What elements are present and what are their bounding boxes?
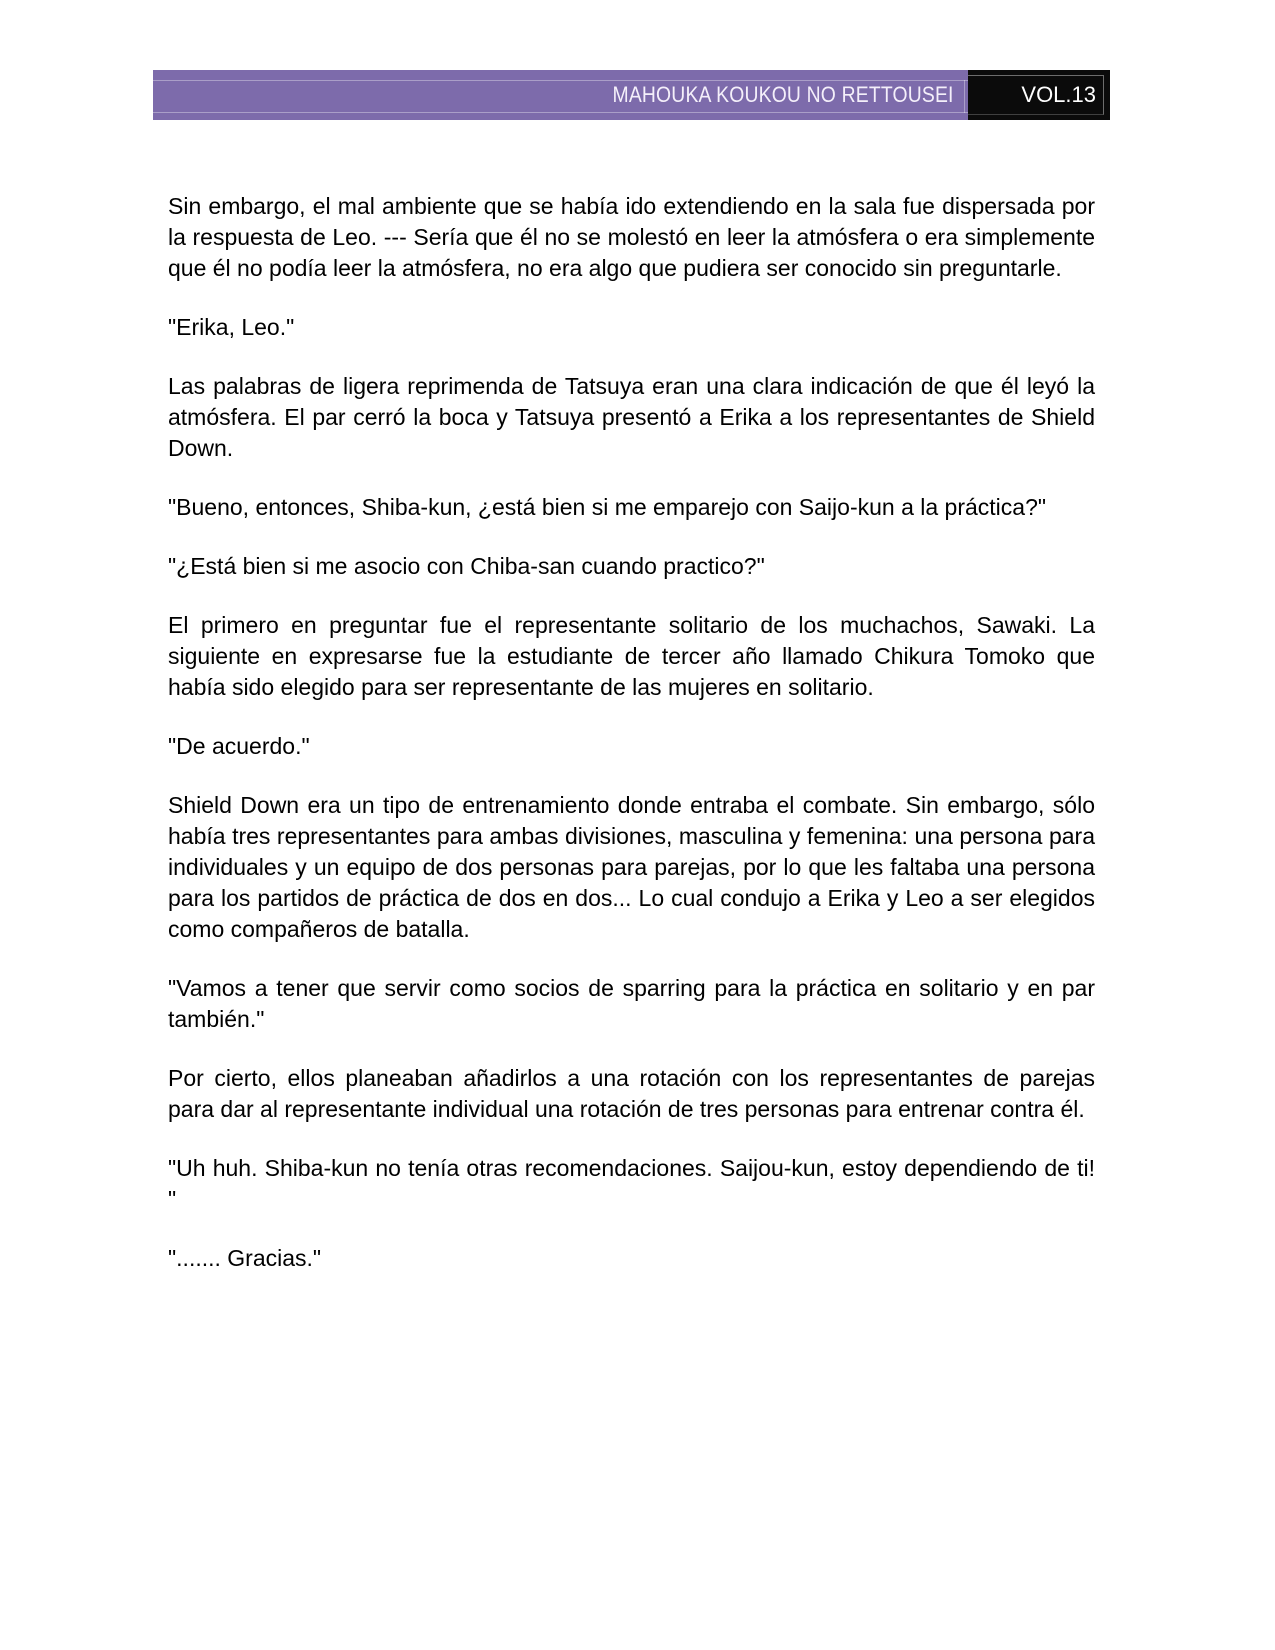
text-body (168, 191, 1095, 1274)
paragraph: Sin embargo, el mal ambiente que se había ido extendiendo en la sala fue dispersada por la respuesta de Leo. --- Sería que él no se molestó en leer la atmósfera o era simplemente que él no podía leer la atmósfera, no era algo que pudiera ser conocido sin preguntarle. (168, 193, 1095, 281)
volume-box (968, 70, 1110, 120)
header-accent-line-bottom (153, 112, 968, 113)
paragraph: Por cierto, ellos planeaban añadirlos a una rotación con los representantes de parejas para dar al representante individual una rotación de tres personas para entrenar contra él. (168, 1065, 1095, 1122)
paragraph: "Bueno, entonces, Shiba-kun, ¿está bien si me emparejo con Saijo-kun a la práctica?" (168, 494, 1047, 520)
paragraph: Shield Down era un tipo de entrenamiento donde entraba el combate. Sin embargo, sólo había tres representantes para ambas divisiones, masculina y femenina: una persona para individuales y un equipo de dos personas para parejas, por lo que les faltaba una persona para los partidos de práctica de dos en dos... Lo cual condujo a Erika y Leo a ser elegidos como compañeros de batalla. (168, 792, 1095, 942)
paragraph: "¿Está bien si me asocio con Chiba-san cuando practico?" (168, 553, 765, 579)
header-accent-line-right (964, 80, 965, 113)
paragraph: "Erika, Leo." (168, 314, 295, 340)
volume-number: VOL.13 (1021, 82, 1096, 107)
paragraph: "Uh huh. Shiba-kun no tenía otras recomendaciones. Saijou-kun, estoy dependiendo de ti! " (168, 1155, 1095, 1212)
header-title-bar (153, 70, 968, 120)
book-title: MAHOUKA KOUKOU NO RETTOUSEI (612, 82, 954, 107)
paragraph: El primero en preguntar fue el representante solitario de los muchachos, Sawaki. La siguiente en expresarse fue la estudiante de tercer año llamado Chikura Tomoko que había sido elegido para ser representante de las mujeres en solitario. (168, 612, 1095, 700)
header-accent-line-top (153, 80, 968, 81)
paragraph: Las palabras de ligera reprimenda de Tatsuya eran una clara indicación de que él leyó la atmósfera. El par cerró la boca y Tatsuya presentó a Erika a los representantes de Shield Down. (168, 373, 1095, 461)
paragraph: "De acuerdo." (168, 733, 310, 759)
paragraph: "....... Gracias." (168, 1245, 322, 1271)
paragraph: "Vamos a tener que servir como socios de sparring para la práctica en solitario y en par también." (168, 975, 1095, 1032)
page-header-banner (153, 70, 1110, 120)
